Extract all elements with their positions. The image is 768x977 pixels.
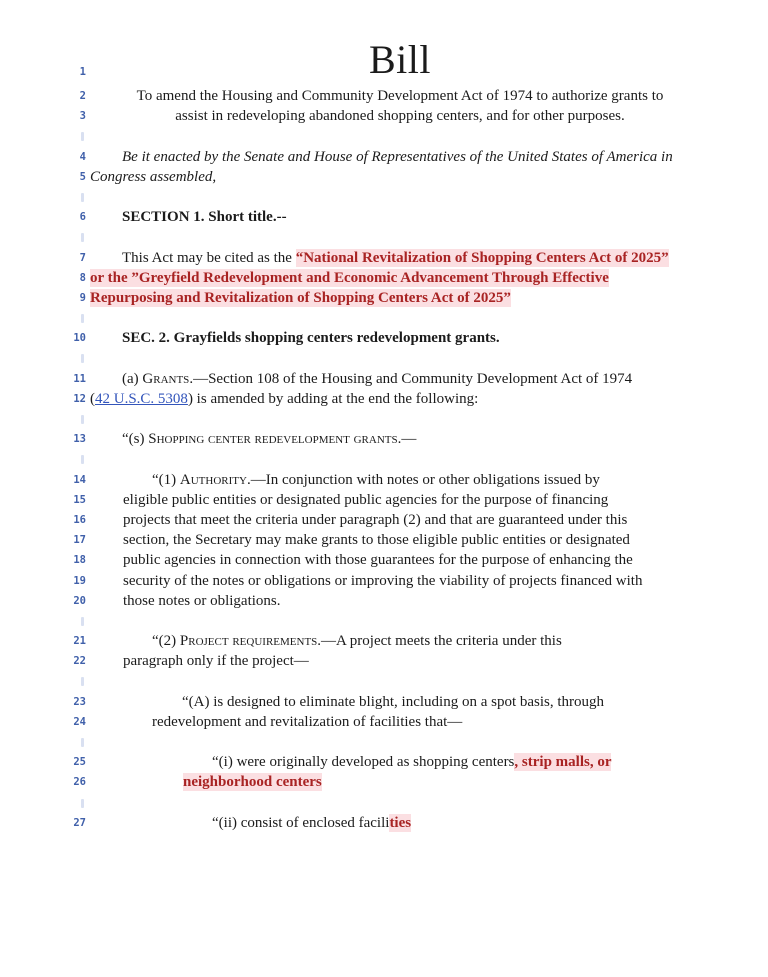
line-text bbox=[90, 86, 710, 106]
line-text bbox=[90, 389, 768, 409]
text-segment: those notes or obligations. bbox=[123, 592, 281, 609]
text-segment: paragraph only if the project— bbox=[123, 653, 309, 670]
line-row bbox=[0, 268, 768, 288]
bold-text-segment: SEC. 2. Grayfields shopping centers redevelopment grants. bbox=[122, 330, 500, 347]
text-segment: public agencies in connection with those guarantees for the purpose of enhancing the bbox=[123, 552, 633, 569]
ghost-line-number-mark bbox=[81, 415, 84, 424]
line-text bbox=[152, 631, 768, 651]
text-segment: “(A) is designed to eliminate blight, including on a spot basis, through bbox=[182, 693, 605, 710]
line-text bbox=[123, 530, 768, 550]
line-row bbox=[0, 147, 768, 167]
text-segment: “(s) bbox=[122, 431, 149, 448]
ghost-line-number-mark bbox=[81, 193, 84, 202]
line-text bbox=[182, 692, 768, 712]
ghost-line-number-mark bbox=[81, 677, 84, 686]
line-number: 21 bbox=[73, 635, 86, 648]
line-row bbox=[0, 712, 768, 732]
line-text bbox=[90, 268, 768, 288]
blank-line bbox=[0, 227, 768, 247]
line-row bbox=[0, 530, 768, 550]
line-number: 14 bbox=[73, 473, 86, 486]
line-number: 10 bbox=[73, 332, 86, 345]
italic-text-segment: Be it enacted by the Senate and House of Representatives of the United States of America in bbox=[122, 148, 673, 165]
line-row bbox=[0, 631, 768, 651]
ghost-line-number-mark bbox=[81, 617, 84, 626]
line-text bbox=[123, 550, 768, 570]
line-row bbox=[0, 550, 768, 570]
line-text bbox=[212, 813, 768, 833]
line-number: 1 bbox=[79, 65, 86, 78]
text-segment: section, the Secretary may make grants to those eligible public entities or designated bbox=[123, 532, 630, 549]
page-title bbox=[90, 34, 710, 86]
line-row bbox=[0, 429, 768, 449]
text-segment: “(2) bbox=[152, 633, 180, 650]
inserted-text: or the ”Greyfield Redevelopment and Economic Advancement Through Effective bbox=[90, 269, 609, 286]
line-row bbox=[0, 167, 768, 187]
ghost-line-number-mark bbox=[81, 799, 84, 808]
line-row bbox=[0, 288, 768, 308]
line-text bbox=[122, 328, 768, 348]
line-text bbox=[123, 571, 768, 591]
blank-line bbox=[0, 308, 768, 328]
line-number: 24 bbox=[73, 715, 86, 728]
line-row bbox=[0, 651, 768, 671]
line-text bbox=[123, 591, 768, 611]
line-number: 17 bbox=[73, 534, 86, 547]
blank-line bbox=[0, 449, 768, 469]
line-row bbox=[0, 752, 768, 772]
line-row bbox=[0, 34, 768, 86]
text-segment: (a) bbox=[122, 370, 143, 387]
line-text bbox=[152, 712, 768, 732]
text-segment: security of the notes or obligations or improving the viability of projects financed with bbox=[123, 572, 643, 589]
ghost-line-number-mark bbox=[81, 738, 84, 747]
line-number: 12 bbox=[73, 392, 86, 405]
small-caps-text: Grants bbox=[142, 370, 190, 387]
line-number: 5 bbox=[79, 170, 86, 183]
line-text bbox=[123, 651, 768, 671]
usc-citation-link[interactable]: 42 U.S.C. 5308 bbox=[95, 390, 188, 407]
text-segment: eligible public entities or designated public agencies for the purpose of financing bbox=[123, 491, 609, 508]
text-segment: .—In conjunction with notes or other obligations issued by bbox=[246, 471, 600, 488]
line-number: 27 bbox=[73, 816, 86, 829]
small-caps-text: Authority bbox=[179, 471, 247, 488]
inserted-text: , strip malls, or bbox=[514, 754, 612, 771]
line-row bbox=[0, 106, 768, 126]
inserted-text: ties bbox=[389, 814, 412, 831]
text-segment: redevelopment and revitalization of facilities that— bbox=[152, 713, 463, 730]
line-number: 23 bbox=[73, 695, 86, 708]
line-row bbox=[0, 389, 768, 409]
text-segment: ( bbox=[90, 390, 95, 407]
line-text bbox=[122, 369, 768, 389]
line-number: 15 bbox=[73, 493, 86, 506]
line-text bbox=[123, 490, 768, 510]
line-number: 4 bbox=[79, 150, 86, 163]
line-number: 9 bbox=[79, 291, 86, 304]
line-number: 6 bbox=[79, 211, 86, 224]
blank-line bbox=[0, 611, 768, 631]
ghost-line-number-mark bbox=[81, 132, 84, 141]
line-number: 8 bbox=[79, 271, 86, 284]
line-number: 19 bbox=[73, 574, 86, 587]
inserted-text: Repurposing and Revitalization of Shopping Centers Act of 2025” bbox=[90, 289, 511, 306]
small-caps-text: Shopping center redevelopment grants bbox=[148, 431, 398, 448]
small-caps-text: Project requirements bbox=[179, 633, 318, 650]
inserted-text: neighborhood centers bbox=[183, 774, 322, 791]
text-segment: assist in redeveloping abandoned shopping centers, and for other purposes. bbox=[175, 108, 625, 125]
text-segment: .— bbox=[397, 431, 417, 448]
line-text bbox=[183, 772, 768, 792]
text-segment: “(ii) consist of enclosed facili bbox=[212, 814, 390, 831]
line-text bbox=[152, 470, 768, 490]
line-row bbox=[0, 470, 768, 490]
line-text bbox=[122, 147, 768, 167]
inserted-text: “National Revitalization of Shopping Centers Act of 2025” bbox=[295, 249, 669, 266]
italic-text-segment: Congress assembled, bbox=[90, 168, 217, 185]
line-text bbox=[90, 106, 710, 126]
line-text bbox=[90, 167, 768, 187]
text-segment: “(1) bbox=[152, 471, 180, 488]
blank-line bbox=[0, 187, 768, 207]
text-segment: To amend the Housing and Community Development Act of 1974 to authorize grants to bbox=[136, 88, 664, 104]
text-segment: This Act may be cited as the bbox=[122, 249, 296, 266]
line-row bbox=[0, 207, 768, 227]
line-row bbox=[0, 86, 768, 106]
text-segment: projects that meet the criteria under paragraph (2) and that are guaranteed under this bbox=[123, 511, 628, 528]
ghost-line-number-mark bbox=[81, 233, 84, 242]
line-number: 2 bbox=[79, 90, 86, 102]
line-text bbox=[122, 429, 768, 449]
ghost-line-number-mark bbox=[81, 314, 84, 323]
text-segment: .—A project meets the criteria under this bbox=[317, 633, 562, 650]
text-segment: .—Section 108 of the Housing and Community Development Act of 1974 bbox=[189, 370, 633, 387]
blank-line bbox=[0, 126, 768, 146]
line-text bbox=[122, 207, 768, 227]
line-row bbox=[0, 813, 768, 833]
text-segment: ) is amended by adding at the end the following: bbox=[187, 390, 479, 407]
line-number: 20 bbox=[73, 594, 86, 607]
line-text bbox=[123, 510, 768, 530]
ghost-line-number-mark bbox=[81, 455, 84, 464]
line-row bbox=[0, 772, 768, 792]
line-number: 16 bbox=[73, 513, 86, 526]
line-text bbox=[90, 288, 768, 308]
line-row bbox=[0, 328, 768, 348]
line-number: 26 bbox=[73, 776, 86, 789]
blank-line bbox=[0, 671, 768, 691]
line-number: 13 bbox=[73, 433, 86, 446]
line-row bbox=[0, 591, 768, 611]
line-row bbox=[0, 692, 768, 712]
line-number: 22 bbox=[73, 655, 86, 668]
line-number: 7 bbox=[79, 251, 86, 264]
ghost-line-number-mark bbox=[81, 354, 84, 363]
line-row bbox=[0, 369, 768, 389]
line-row bbox=[0, 571, 768, 591]
blank-line bbox=[0, 348, 768, 368]
blank-line bbox=[0, 409, 768, 429]
bold-text-segment: SECTION 1. Short title.-- bbox=[122, 209, 287, 226]
line-number: 25 bbox=[73, 756, 86, 769]
document-body bbox=[0, 34, 768, 833]
line-number: 18 bbox=[73, 554, 86, 567]
line-number: 3 bbox=[79, 110, 86, 123]
line-row bbox=[0, 490, 768, 510]
text-segment: “(i) were originally developed as shopping centers bbox=[212, 754, 515, 771]
blank-line bbox=[0, 793, 768, 813]
line-row bbox=[0, 248, 768, 268]
line-number: 11 bbox=[73, 372, 86, 385]
line-text bbox=[212, 752, 768, 772]
line-row bbox=[0, 510, 768, 530]
line-text bbox=[122, 248, 768, 268]
text-segment: Bill bbox=[368, 37, 432, 82]
blank-line bbox=[0, 732, 768, 752]
